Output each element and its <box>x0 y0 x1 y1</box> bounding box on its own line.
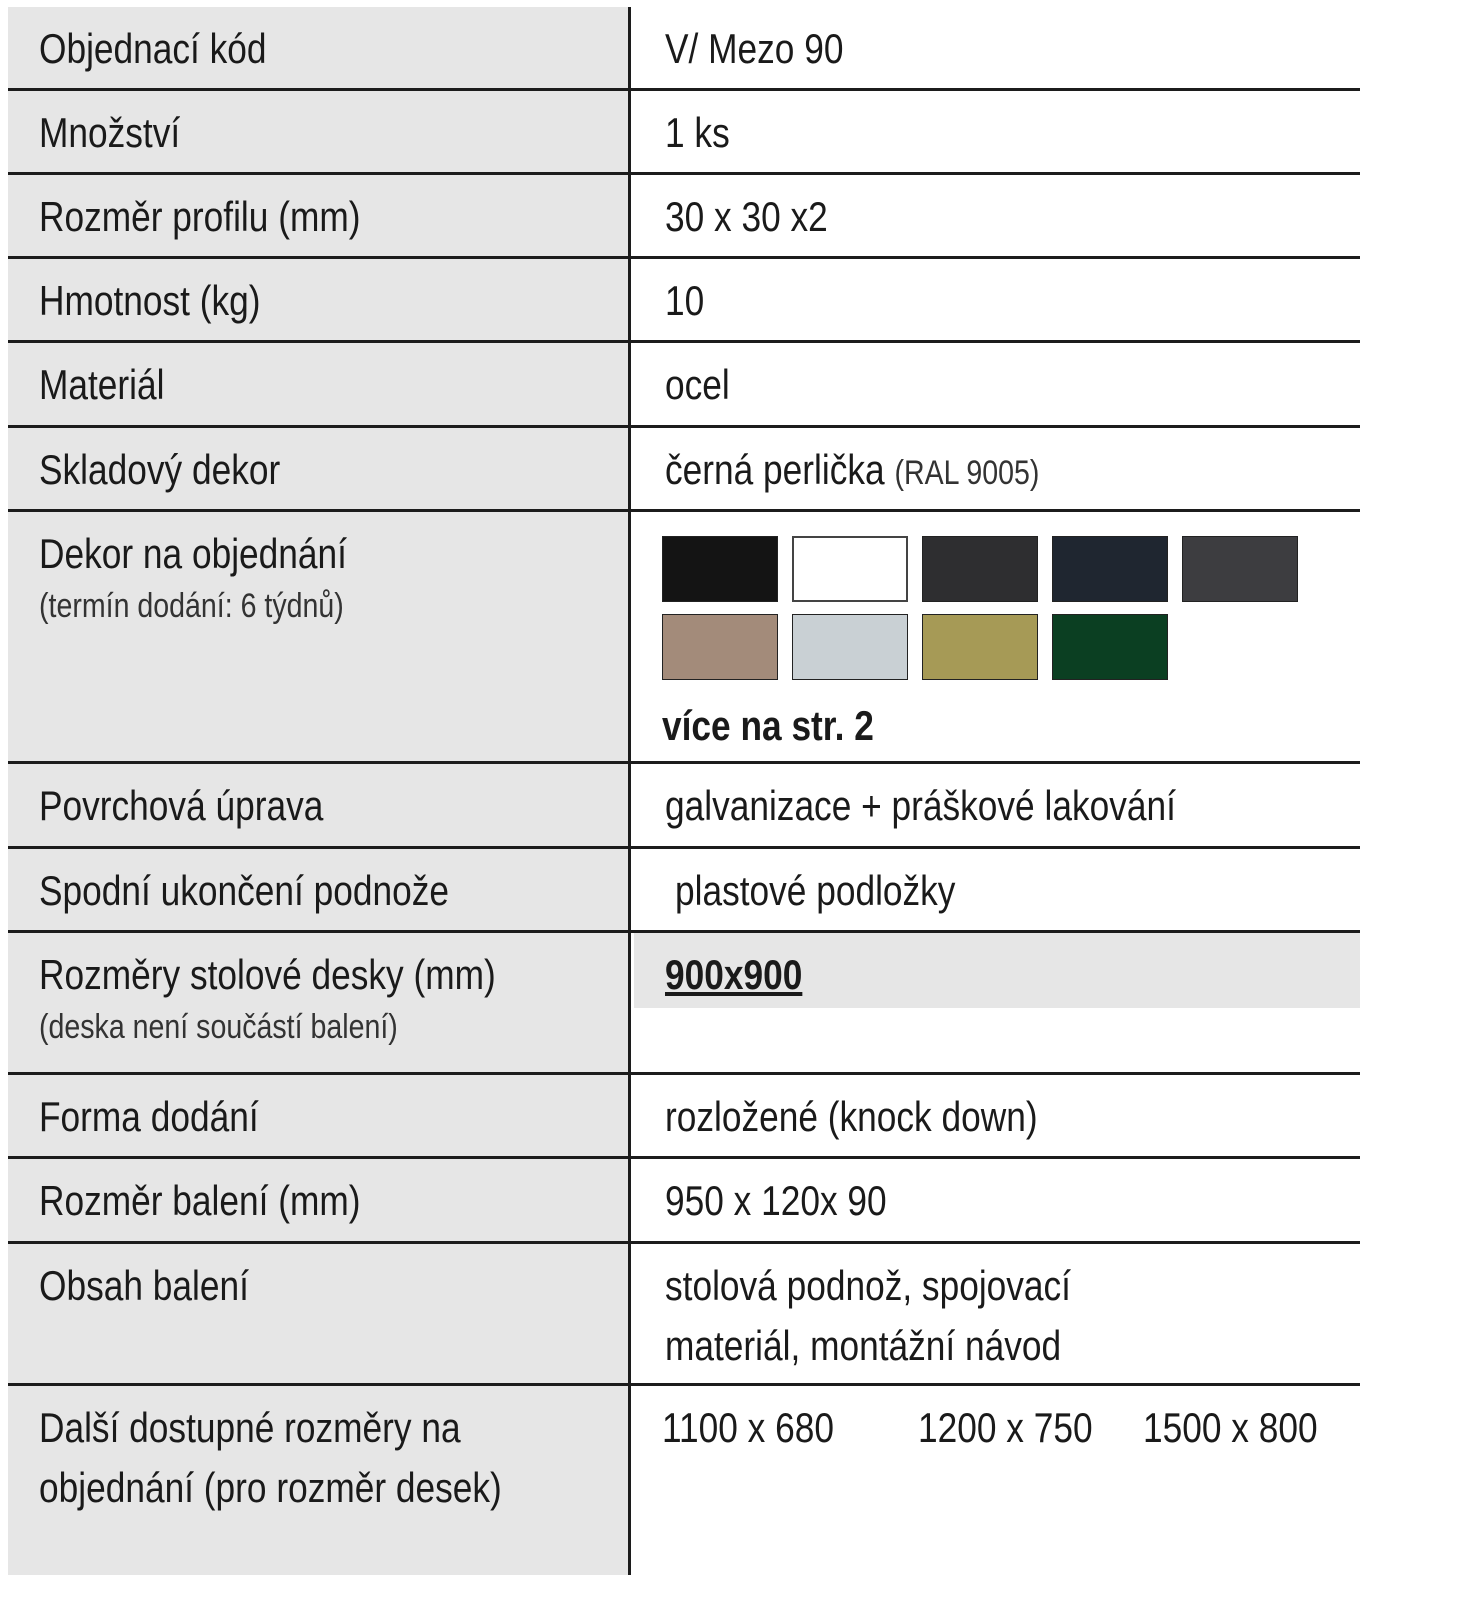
more-decors-note: více na str. 2 <box>662 702 874 749</box>
label-stock-decor: Skladový dekor <box>39 446 281 493</box>
label-feet: Spodní ukončení podnože <box>39 867 449 914</box>
value-delivery: rozložené (knock down) <box>665 1093 1038 1140</box>
value-contents-line2: materiál, montážní návod <box>665 1322 1062 1369</box>
value-stock-decor-ral: (RAL 9005) <box>894 454 1040 492</box>
value-profile: 30 x 30 x2 <box>665 193 828 240</box>
note-top-not-included: (deska není součástí balení) <box>39 1008 398 1046</box>
spec-table <box>8 7 1360 1575</box>
swatch-light-grey <box>792 614 908 680</box>
row-material <box>8 340 1360 425</box>
swatch-anthracite <box>1182 536 1298 602</box>
label-contents: Obsah balení <box>39 1262 249 1309</box>
row-feet <box>8 846 1360 930</box>
label-quantity: Množství <box>39 109 181 156</box>
swatch-dark-grey <box>922 536 1038 602</box>
label-top-size: Rozměry stolové desky (mm) <box>39 951 496 998</box>
value-feet: plastové podložky <box>675 867 956 914</box>
size-option-1: 1100 x 680 <box>662 1404 834 1451</box>
size-option-2: 1200 x 750 <box>918 1404 1093 1451</box>
value-package-size: 950 x 120x 90 <box>665 1177 887 1224</box>
note-delivery-time: (termín dodání: 6 týdnů) <box>39 587 344 625</box>
row-surface <box>8 761 1360 846</box>
swatch-navy <box>1052 536 1168 602</box>
label-order-code: Objednací kód <box>39 25 267 72</box>
row-order-code <box>8 7 1360 91</box>
value-stock-decor: černá perlička <box>665 446 885 493</box>
label-profile: Rozměr profilu (mm) <box>39 193 361 240</box>
value-weight: 10 <box>665 277 705 324</box>
label-delivery: Forma dodání <box>39 1093 259 1140</box>
row-contents <box>8 1241 1360 1383</box>
value-order-code: V/ Mezo 90 <box>665 25 844 72</box>
value-top-size: 900x900 <box>665 951 803 998</box>
row-delivery <box>8 1072 1360 1156</box>
row-package-size <box>8 1156 1360 1241</box>
row-other-sizes <box>8 1383 1360 1575</box>
row-stock-decor <box>8 425 1360 509</box>
label-other-sizes-line2: objednání (pro rozměr desek) <box>39 1464 502 1511</box>
label-material: Materiál <box>39 361 165 408</box>
label-weight: Hmotnost (kg) <box>39 277 261 324</box>
row-order-decor <box>8 509 1360 761</box>
row-quantity <box>8 88 1360 172</box>
value-contents-line1: stolová podnož, spojovací <box>665 1262 1071 1309</box>
row-weight <box>8 256 1360 340</box>
swatch-white <box>792 536 908 602</box>
swatch-gold <box>922 614 1038 680</box>
swatch-black <box>662 536 778 602</box>
label-order-decor: Dekor na objednání <box>39 530 347 577</box>
row-profile <box>8 172 1360 256</box>
value-surface: galvanizace + práškové lakování <box>665 782 1176 829</box>
label-surface: Povrchová úprava <box>39 782 324 829</box>
value-quantity: 1 ks <box>665 109 730 156</box>
swatch-green <box>1052 614 1168 680</box>
label-other-sizes-line1: Další dostupné rozměry na <box>39 1404 461 1451</box>
value-material: ocel <box>665 361 730 408</box>
swatch-beige <box>662 614 778 680</box>
row-top-size <box>8 930 1360 1072</box>
label-package-size: Rozměr balení (mm) <box>39 1177 361 1224</box>
size-option-3: 1500 x 800 <box>1143 1404 1318 1451</box>
